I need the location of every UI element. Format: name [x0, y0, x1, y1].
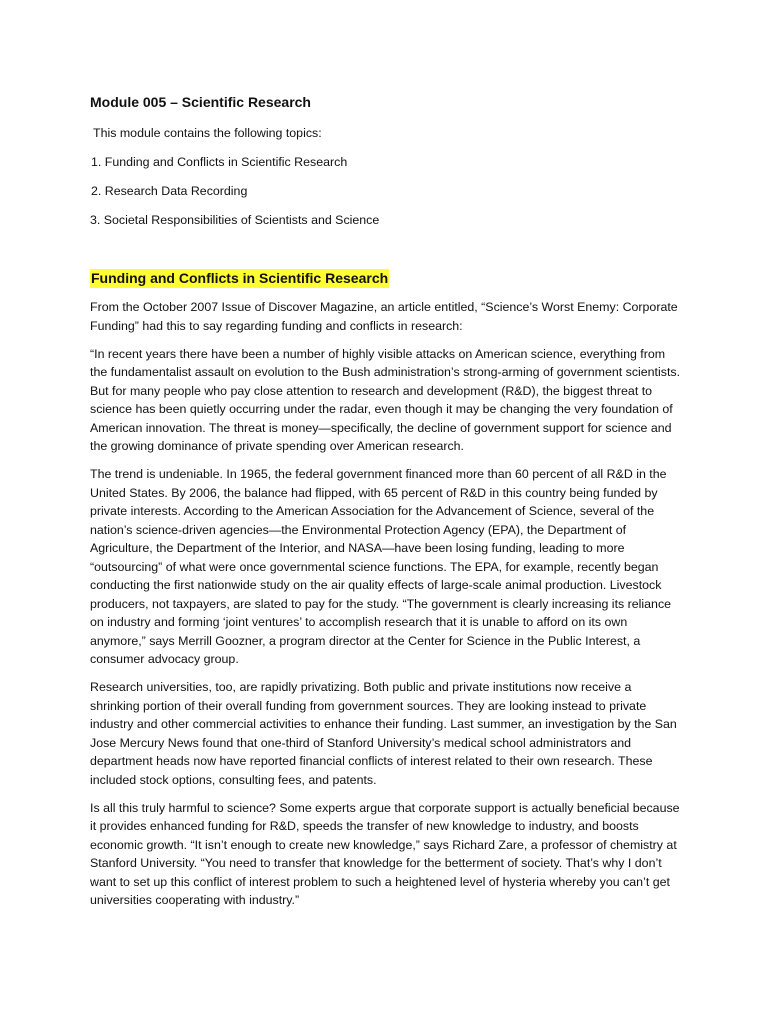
paragraph-quote-intro: “In recent years there have been a number of highly visible attacks on American science, everything from the fundamentalist assault on evolution to the Bush administration’s strong-arming of government scientists. But for many people who pay close attention to research and development (R&D), the biggest threat to science has been quietly occurring under the radar, even though it may be changing the very foundation of American innovation. The threat is money—specifically, the decline of government support for science and the growing dominance of private spending over American research.: [90, 346, 681, 453]
section-heading-highlighted: Funding and Conflicts in Scientific Research: [91, 270, 389, 286]
topics-intro: This module contains the following topics:: [93, 126, 322, 140]
paragraph-harmful: Is all this truly harmful to science? Some experts argue that corporate support is actually beneficial because it provides enhanced funding for R&D, speeds the transfer of new knowledge to industry, and boosts economic growth. “It isn’t enough to create new knowledge,” says Richard Zare, a professor of chemistry at Stanford University. “You need to transfer that knowledge for the betterment of society. That’s why I don’t want to set up this conflict of interest problem to such a heightened level of hysteria whereby you can’t get universities cooperating with industry.”: [90, 800, 680, 907]
paragraph-source: From the October 2007 Issue of Discover Magazine, an article entitled, “Science’s Worst Enemy: Corporate Funding” had this to say regarding funding and conflicts in research:: [90, 300, 678, 333]
paragraph-trend: The trend is undeniable. In 1965, the federal government financed more than 60 percent of all R&D in the United States. By 2006, the balance had flipped, with 65 percent of R&D in this country being funded by private interests. According to the American Association for the Advancement of Science, several of the nation’s science-driven agencies—the Environmental Protection Agency (EPA), the Department of Agriculture, the Department of the Interior, and NASA—have been losing funding, leading to more “outsourcing” of what were once governmental science functions. The EPA, for example, recently began conducting the first nationwide study on the air quality effects of large-scale animal production. Livestock producers, not taxpayers, are slated to pay for the study. “The government is clearly increasing its reliance on industry and forming ‘joint ventures’ to accomplish research that it is unable to afford on its own anymore,” says Merrill Goozner, a program director at the Center for Science in the Public Interest, a consumer advocacy group.: [90, 467, 672, 666]
topic-item-1: 1. Funding and Conflicts in Scientific Research: [91, 155, 348, 169]
topic-item-3: 3. Societal Responsibilities of Scientists and Science: [90, 213, 380, 227]
topic-item-2: 2. Research Data Recording: [91, 184, 248, 198]
paragraph-universities: Research universities, too, are rapidly privatizing. Both public and private institutions now receive a shrinking portion of their overall funding from government sources. They are looking instead to private industry and other commercial activities to enhance their funding. Last summer, an investigation by the San Jose Mercury News found that one-third of Stanford University’s medical school administrators and department heads now have reported financial conflicts of interest related to their own research. These included stock options, consulting fees, and patents.: [90, 680, 677, 787]
page-title: Module 005 – Scientific Research: [90, 94, 311, 110]
document-page: [90, 92, 682, 919]
